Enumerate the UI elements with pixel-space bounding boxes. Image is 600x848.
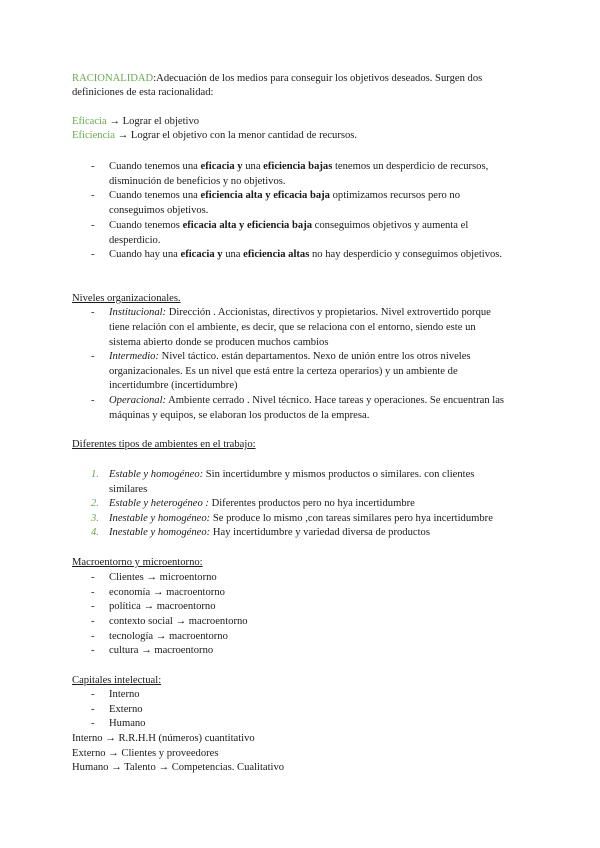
case-item-cont-2: desperdicio. xyxy=(109,235,161,246)
ambiente-item-2 xyxy=(109,512,493,526)
definition-term: Eficacia xyxy=(72,116,107,127)
case-bold: eficacia y xyxy=(200,161,243,172)
ambiente-text: Hay incertidumbre y variedad diversa de productos xyxy=(210,527,430,538)
capital-item-0: Interno xyxy=(109,689,140,700)
entorno-item-3 xyxy=(109,615,248,629)
nivel-item-cont: incertidumbre (incertidumbre) xyxy=(109,380,238,391)
bullet-dash: - xyxy=(91,351,95,362)
entorno-b: macroentorno xyxy=(166,587,225,598)
entorno-item-2 xyxy=(109,600,216,614)
racionalidad-text: :Adecuación de los medios para conseguir los objetivos deseados. Surgen dos xyxy=(153,73,483,84)
bullet-dash: - xyxy=(91,572,95,583)
arrow-icon: → xyxy=(141,645,152,656)
case-text: una xyxy=(242,161,264,172)
capital-line-0: Interno → R.R.H.H (números) cuantitativo xyxy=(72,733,255,744)
arrow-icon: → xyxy=(109,116,120,127)
ambiente-item-cont: similares xyxy=(109,484,148,495)
capital-line-2: Humano → Talento → Competencias. Cualitativo xyxy=(72,762,285,773)
entorno-item-5 xyxy=(109,644,213,658)
racionalidad-line xyxy=(72,72,482,86)
case-item-2 xyxy=(109,219,468,233)
entorno-item-0 xyxy=(109,571,217,585)
ambiente-label: Estable y homogéneo: xyxy=(109,469,204,480)
case-text: una xyxy=(222,249,244,260)
entorno-a: cultura xyxy=(109,645,139,656)
case-text: tenemos un desperdicio de recursos, xyxy=(332,161,489,172)
case-text: Cuando tenemos xyxy=(109,220,183,231)
case-text: no hay desperdicio y conseguimos objetivos. xyxy=(309,249,503,260)
case-text: Cuando tenemos una xyxy=(109,161,201,172)
arrow-icon: → xyxy=(143,601,155,612)
bullet-dash: - xyxy=(91,220,95,231)
case-bold: eficiencia alta y xyxy=(200,190,271,201)
definition-text: Lograr el objetivo xyxy=(122,116,200,127)
ambiente-text: Diferentes productos pero no hya incertidumbre xyxy=(208,498,415,509)
definition-1 xyxy=(72,129,357,143)
entorno-b: microentorno xyxy=(159,572,217,583)
arrow-icon: → xyxy=(117,130,129,141)
racionalidad-term: RACIONALIDAD xyxy=(72,73,154,84)
bullet-dash: - xyxy=(91,161,95,172)
ambiente-item-0 xyxy=(109,468,474,482)
niveles-heading: Niveles organizacionales. xyxy=(72,293,181,304)
case-item-1 xyxy=(109,189,460,203)
ambiente-label: Inestable y homogéneo: xyxy=(109,527,211,538)
entorno-b: macroentorno xyxy=(154,645,214,656)
entorno-a: política xyxy=(109,601,141,612)
nivel-item-0 xyxy=(109,306,491,320)
nivel-text: Ambiente cerrado . Nivel técnico. Hace tareas y operaciones. Se encuentran las xyxy=(166,395,505,406)
bullet-dash: - xyxy=(91,395,95,406)
entorno-a: Clientes xyxy=(109,572,144,583)
bullet-dash: - xyxy=(91,307,95,318)
bullet-dash: - xyxy=(91,631,95,642)
case-bold: eficacia baja xyxy=(273,190,330,201)
case-item-0 xyxy=(109,160,488,174)
bullet-dash: - xyxy=(91,587,95,598)
nivel-label: Intermedio: xyxy=(109,351,160,362)
arrow-icon: → xyxy=(155,631,167,642)
case-item-cont-1: conseguimos objetivos. xyxy=(109,205,209,216)
capital-item-1: Externo xyxy=(109,704,143,715)
ambiente-text: Sin incertidumbre y mismos productos o similares. con clientes xyxy=(203,469,475,480)
nivel-label: Institucional: xyxy=(109,307,167,318)
ambientes-heading: Diferentes tipos de ambientes en el trabajo: xyxy=(72,439,256,450)
bullet-dash: - xyxy=(91,249,95,260)
entorno-b: macroentorno xyxy=(156,601,216,612)
nivel-item-cont: organizacionales. Es un nivel que está entre la certeza operarios) y un ambiente de xyxy=(109,366,458,377)
bullet-dash: - xyxy=(91,190,95,201)
list-number: 4. xyxy=(91,527,99,538)
nivel-item-cont: sistema abierto donde se producen muchos cambios xyxy=(109,337,329,348)
nivel-label: Operacional: xyxy=(109,395,167,406)
case-text: conseguimos objetivos y aumenta el xyxy=(312,220,469,231)
racionalidad-line-2: definiciones de esta racionalidad: xyxy=(72,87,214,98)
case-bold: eficacia y xyxy=(180,249,223,260)
nivel-text: Dirección . Accionistas, directivos y propietarios. Nivel extrovertido porque xyxy=(166,307,491,318)
nivel-item-1 xyxy=(109,350,471,364)
capital-line-1: Externo → Clientes y proveedores xyxy=(72,748,219,759)
bullet-dash: - xyxy=(91,601,95,612)
case-item-cont-0: disminución de beneficios y no objetivos. xyxy=(109,176,286,187)
entorno-item-4 xyxy=(109,630,228,644)
case-bold: eficiencia altas xyxy=(243,249,310,260)
case-item-3 xyxy=(109,248,502,262)
capital-item-2: Humano xyxy=(109,718,146,729)
capitales-heading: Capitales intelectual: xyxy=(72,675,162,686)
entorno-a: economía xyxy=(109,587,151,598)
nivel-item-cont: máquinas y equipos, se elaboran los productos de la empresa. xyxy=(109,410,370,421)
definition-0 xyxy=(72,115,199,129)
arrow-icon: → xyxy=(175,616,187,627)
ambiente-text: Se produce lo mismo ,con tareas similares pero hya incertidumbre xyxy=(210,513,493,524)
case-text: optimizamos recursos pero no xyxy=(329,190,461,201)
entorno-heading: Macroentorno y microentorno: xyxy=(72,557,203,568)
arrow-icon: → xyxy=(146,572,157,583)
entorno-b: macroentorno xyxy=(169,631,228,642)
case-bold: eficiencia bajas xyxy=(263,161,333,172)
ambiente-label: Estable y heterogéneo : xyxy=(109,498,209,509)
arrow-icon: → xyxy=(152,587,164,598)
bullet-dash: - xyxy=(91,718,95,729)
definition-text: Lograr el objetivo con la menor cantidad de recursos. xyxy=(130,130,358,141)
ambiente-label: Inestable y homogéneo: xyxy=(109,513,211,524)
entorno-item-1 xyxy=(109,586,225,600)
nivel-item-cont: tiene relación con el ambiente, es decir, que se relaciona con el entorno, siendo este un xyxy=(109,322,476,333)
bullet-dash: - xyxy=(91,616,95,627)
bullet-dash: - xyxy=(91,689,95,700)
entorno-a: contexto social xyxy=(109,616,173,627)
case-text: Cuando hay una xyxy=(109,249,181,260)
bullet-dash: - xyxy=(91,645,95,656)
case-text: Cuando tenemos una xyxy=(109,190,201,201)
definition-term: Eficiencia xyxy=(72,130,115,141)
case-bold: eficacia alta y xyxy=(182,220,245,231)
case-bold: eficiencia baja xyxy=(247,220,313,231)
ambiente-item-3 xyxy=(109,526,430,540)
list-number: 1. xyxy=(91,469,99,480)
nivel-item-2 xyxy=(109,394,504,408)
list-number: 2. xyxy=(91,498,99,509)
entorno-b: macroentorno xyxy=(188,616,248,627)
nivel-text: Nivel táctico. están departamentos. Nexo de unión entre los otros niveles xyxy=(159,351,471,362)
list-number: 3. xyxy=(91,513,99,524)
entorno-a: tecnología xyxy=(109,631,154,642)
ambiente-item-1 xyxy=(109,497,415,511)
bullet-dash: - xyxy=(91,704,95,715)
